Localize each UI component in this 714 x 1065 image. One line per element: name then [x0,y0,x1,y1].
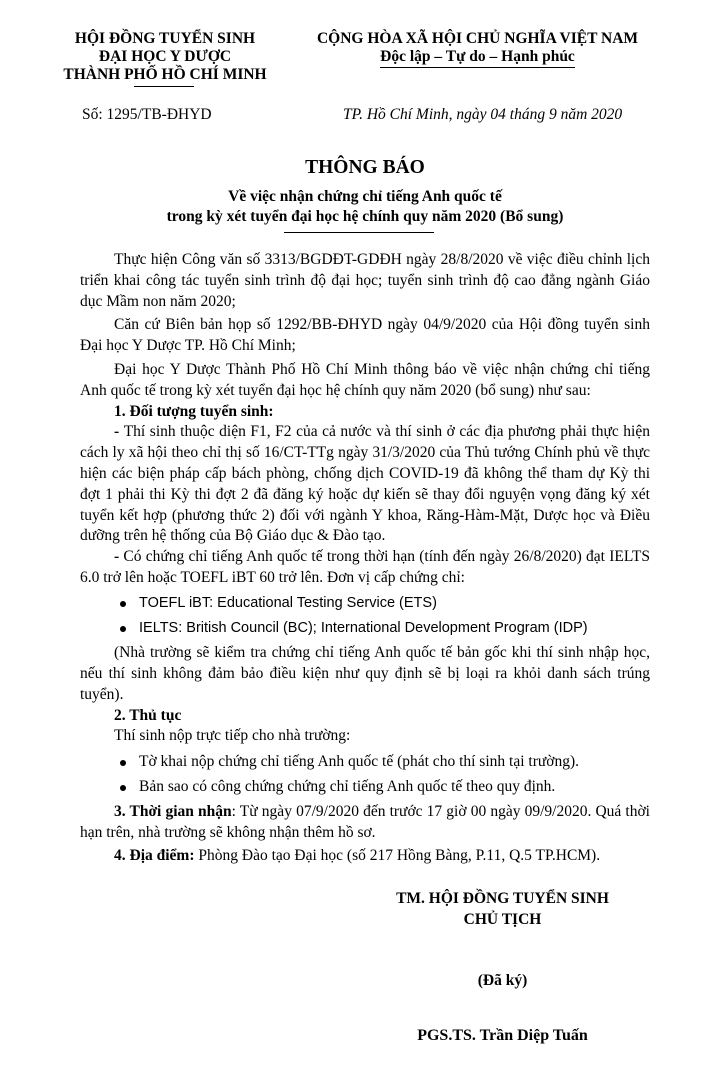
dash-2: - [114,548,124,566]
list-item [80,777,650,797]
issuer-underline [134,86,194,87]
list-item [80,752,650,772]
national-header [295,30,660,68]
national-title: CỘNG HÒA XÃ HỘI CHỦ NGHĨA VIỆT NAM [316,30,639,47]
procedure-item-2: Bản sao có công chứng chứng chỉ tiếng Anh quốc tế theo quy định. [139,777,556,795]
section-4-location [80,846,650,867]
issuer-line-3: THÀNH PHỐ HỒ CHÍ MINH [63,66,267,83]
issuer-line-1: HỘI ĐỒNG TUYỂN SINH [74,30,256,47]
paragraph-legal-basis-2: Căn cứ Biên bản họp số 1292/BB-ĐHYD ngày 04/9/2020 của Hội đồng tuyển sinh Đại học Y Dược TP. Hồ Chí Minh; [80,316,650,355]
signature-block [360,888,645,930]
bullet-icon [120,785,126,791]
document-body [80,250,650,867]
paragraph-legal-basis-1: Thực hiện Công văn số 3313/BGDĐT-GDĐH ngày 28/8/2020 về việc điều chỉnh lịch triển khai công tác tuyển sinh trình độ đại học; tuyển sinh trình độ cao đẳng ngành Giáo dục Mầm non năm 2020; [80,251,650,310]
issuer-block [40,30,290,84]
title-underline [284,232,434,233]
dash-1: - [114,423,124,441]
section-4-label: 4. Địa điểm: [114,847,195,865]
place-date: TP. Hồ Chí Minh, ngày 04 tháng 9 năm 2020 [343,106,623,123]
certificate-ielts: IELTS: British Council (BC); International Development Program (IDP) [139,620,588,637]
document-title: THÔNG BÁO [305,157,425,178]
national-motto: Độc lập – Tự do – Hạnh phúc [380,48,575,68]
bullet-icon [120,760,126,766]
signature-role: CHỦ TỊCH [463,911,542,928]
document-subtitle [80,187,650,227]
procedure-item-1: Tờ khai nộp chứng chỉ tiếng Anh quốc tế (phát cho thí sinh tại trường). [139,752,579,770]
section-1-note: (Nhà trường sẽ kiểm tra chứng chỉ tiếng Anh quốc tế bản gốc khi thí sinh nhập học, nếu thí sinh không đảm bảo điều kiện như quy định sẽ bị loại ra khỏi danh sách trúng tuyển). [80,644,650,703]
signer-name: PGS.TS. Trần Diệp Tuấn [417,1027,588,1044]
signed-mark: (Đã ký) [477,972,528,989]
issuer-line-2: ĐẠI HỌC Y DƯỢC [98,48,232,65]
signature-title: TM. HỘI ĐỒNG TUYỂN SINH [396,890,609,907]
document-number: Số: 1295/TB-ĐHYD [82,106,212,123]
subtitle-line-2: trong kỳ xét tuyển đại học hệ chính quy năm 2020 (Bổ sung) [166,208,564,225]
list-item [80,618,650,638]
section-4-text: Phòng Đào tạo Đại học (số 217 Hồng Bàng, P.11, Q.5 TP.HCM). [194,847,601,865]
section-1-criteria-2 [80,547,650,589]
section-3-text: : Từ ngày 07/9/2020 đến trước 17 giờ 00 ngày 09/9/2020. Quá thời hạn trên, nhà trường sẽ không nhận thêm hồ sơ. [80,802,650,841]
section-2-intro: Thí sinh nộp trực tiếp cho nhà trường: [114,727,351,745]
criteria-1-text: Thí sinh thuộc diện F1, F2 của cả nước và thí sinh ở các địa phương phải thực hiện cách ly xã hội theo chỉ thị số 16/CT-TTg ngày 31/3/2020 của Thủ tướng Chính phủ về thực hiện các biện pháp cấp bách phòng, chống dịch COVID-19 đã không thể tham dự Kỳ thi đợt 1 phải thi Kỳ thi đợt 2 đã đăng ký hoặc dự kiến sẽ thay đổi nguyện vọng đăng ký xét tuyển kết hợp (phương thức 2) đối với ngành Y khoa, Răng-Hàm-Mặt, Dược học và Điều dưỡng trên hệ thống của Bộ Giáo dục & Đào tạo. [80,423,650,545]
section-1-heading: 1. Đối tượng tuyển sinh: [114,402,274,420]
list-item [80,593,650,613]
paragraph-announcement: Đại học Y Dược Thành Phố Hồ Chí Minh thông báo về việc nhận chứng chỉ tiếng Anh quốc tế trong kỳ xét tuyển đại học hệ chính quy năm 2020 (bổ sung) như sau: [80,360,650,399]
criteria-2-text: Có chứng chỉ tiếng Anh quốc tế trong thời hạn (tính đến ngày 26/8/2020) đạt IELTS 6.0 trở lên hoặc TOEFL iBT 60 trở lên. Đơn vị cấp chứng chỉ: [80,548,650,586]
certificate-toefl: TOEFL iBT: Educational Testing Service (ETS) [139,595,437,612]
section-3-label: 3. Thời gian nhận [114,802,232,820]
subtitle-line-1: Về việc nhận chứng chỉ tiếng Anh quốc tế [228,188,502,205]
section-1-criteria-1 [80,422,650,547]
section-2-heading: 2. Thủ tục [114,706,182,724]
section-3-time [80,802,650,844]
